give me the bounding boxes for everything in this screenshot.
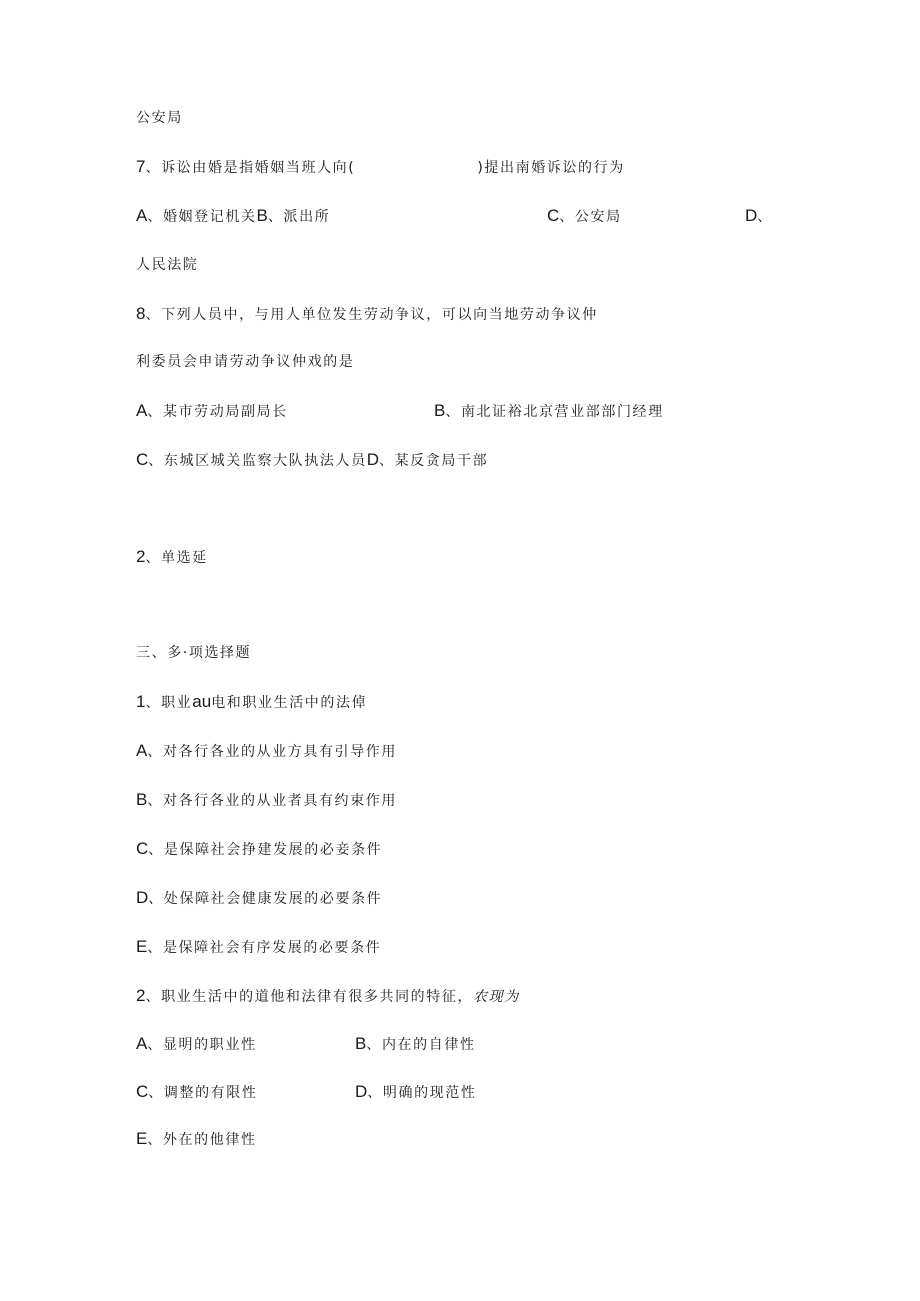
question-text: 电和职业生活中的法倬 — [211, 695, 368, 711]
option-text: 、婚姻登记机关 — [147, 209, 257, 225]
question-text: 、职业生活中的道他和法律有很多共同的特征， — [145, 989, 474, 1005]
question-8-cont — [136, 352, 354, 372]
option-letter: C — [136, 450, 149, 469]
question-7 — [136, 157, 625, 178]
question-8-option-b — [434, 401, 664, 422]
option-text: 、某市劳动局副局长 — [147, 404, 288, 420]
line-text: 公安局 — [136, 110, 183, 126]
option-text: 、内在的自律性 — [366, 1037, 476, 1053]
question-text: 农现为 — [473, 989, 520, 1005]
option-letter: C — [547, 206, 560, 225]
option-text: 、派出所 — [267, 209, 331, 225]
option-letter: D — [355, 1082, 368, 1101]
option-text: 、 — [757, 209, 773, 225]
question-number: 1 — [136, 692, 146, 711]
option-letter: D — [136, 888, 149, 907]
option-text: 、公安局 — [559, 209, 622, 225]
option-text: 、处保障社会健康发展的必要条件 — [148, 891, 383, 907]
section-single-choice — [136, 547, 208, 568]
multi-question-2-option-e — [136, 1129, 257, 1150]
option-letter: B — [355, 1034, 367, 1053]
question-text: 、职业 — [145, 695, 193, 711]
multi-question-2-option-b — [355, 1034, 476, 1055]
option-text: 、显明的职业性 — [147, 1037, 257, 1053]
option-text: 、对各行各业的从业者具有约束作用 — [147, 793, 397, 809]
question-number: 7 — [136, 157, 146, 176]
option-text: 、调整的有限性 — [148, 1085, 258, 1101]
option-letter: B — [136, 790, 148, 809]
section-title: 三、多·项选择题 — [136, 645, 252, 661]
question-number: 2 — [136, 986, 146, 1005]
multi-question-1-option-a — [136, 741, 397, 762]
option-letter: A — [136, 741, 148, 760]
text-line-gonganju — [136, 108, 183, 128]
question-8-option-a — [136, 401, 288, 422]
multi-question-1-option-b — [136, 790, 397, 811]
option-text: 、是保障社会挣建发展的必妾条件 — [148, 842, 383, 858]
section-3-heading — [136, 643, 251, 663]
multi-question-1 — [136, 692, 367, 713]
question-text: 、下列人员中，与用人单位发生劳动争议，可以向当地劳动争议仲 — [145, 307, 598, 323]
section-number: 2 — [136, 547, 146, 566]
multi-question-2-option-c — [136, 1082, 257, 1103]
option-text: 、明确的现范性 — [367, 1085, 477, 1101]
question-7-option-d — [745, 206, 773, 227]
option-text: 、某反贪局干部 — [378, 453, 489, 469]
option-letter: C — [136, 1082, 149, 1101]
option-letter: A — [136, 1034, 148, 1053]
section-title: 、单选延 — [145, 550, 208, 566]
multi-question-1-option-c — [136, 839, 382, 860]
question-number: 8 — [136, 304, 146, 323]
multi-question-1-option-e — [136, 937, 381, 958]
option-letter: C — [136, 839, 149, 858]
option-letter: A — [136, 401, 148, 420]
option-text: 、对各行各业的从业方具有引导作用 — [147, 744, 397, 760]
option-text: 人民法院 — [136, 257, 199, 273]
option-letter: B — [256, 206, 268, 225]
option-text: 、是保障社会有序发展的必要条件 — [147, 940, 382, 956]
option-letter: D — [366, 450, 379, 469]
multi-question-2-option-d — [355, 1082, 476, 1103]
question-text-latin: au — [192, 692, 212, 711]
question-7-option-d-cont — [136, 255, 198, 275]
question-8-options-cd — [136, 450, 488, 471]
question-7-options-ab — [136, 206, 330, 227]
multi-question-2-option-a — [136, 1034, 257, 1055]
multi-question-2 — [136, 986, 520, 1007]
question-text: 利委员会申请劳动争议仲戏的是 — [136, 354, 355, 370]
option-letter: D — [745, 206, 758, 225]
question-7-option-c — [547, 206, 622, 227]
question-text: 、诉讼由婚是指婚姻当班人向( — [145, 160, 356, 176]
option-letter: E — [136, 937, 148, 956]
option-letter: E — [136, 1129, 148, 1148]
multi-question-1-option-d — [136, 888, 382, 909]
option-letter: A — [136, 206, 148, 225]
question-8 — [136, 304, 598, 325]
option-letter: B — [434, 401, 446, 420]
question-text: )提出南婚诉讼的行为 — [477, 160, 625, 176]
option-text: 、南北证裕北京营业部部门经理 — [445, 404, 664, 420]
option-text: 、东城区城关监察大队执法人员 — [148, 453, 367, 469]
option-text: 、外在的他律性 — [147, 1132, 257, 1148]
